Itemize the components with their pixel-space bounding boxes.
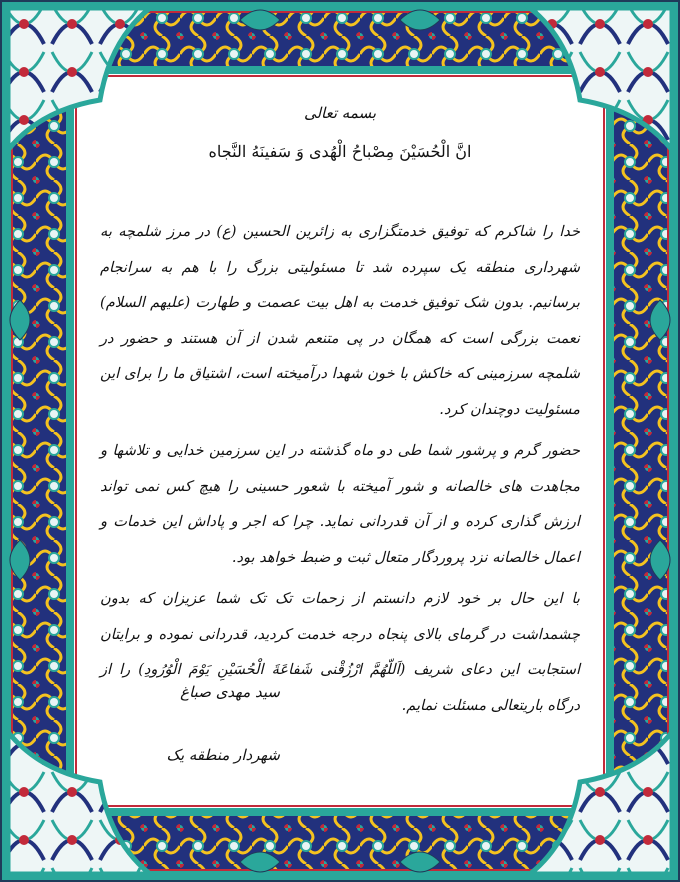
signatory-name: سید مهدی صباغ <box>180 683 280 701</box>
hadith-quote: انَّ الْحُسَیْنَ مِصْباحُ الْهُدی وَ سَفینَهُ النَّجاه <box>208 142 472 161</box>
paragraph: با این حال بر خود لازم دانستم از زحمات تک تک شما عزیزان که بدون چشمداشت در گرمای بالای پنجاه درجه خدمت کردید، قدردانی نموده و برایتان استجابت این دعای شریف (اَللّهُمَّ ارْزُقْنی شَفاعَةَ الْحُسَیْنِ یَوْمَ الْوُرُودِ) را از درگاه باریتعالی مسئلت نمایم. <box>100 590 580 714</box>
bismillah-heading: بسمه تعالی <box>303 104 377 122</box>
letter-body <box>100 214 580 729</box>
letter-content <box>100 96 580 786</box>
signatory-title: شهردار منطقه یک <box>166 746 280 764</box>
paragraph: حضور گرم و پرشور شما طی دو ماه گذشته در این سرزمین خدایی و تلاشها و مجاهدت های خالصانه و شور آمیخته با شعور حسینی را هیچ کس نمی تواند ارزش گذاری کرده و از آن قدردانی نماید. چرا که اجر و پاداش این خدمات و اعمال خالصانه نزد پروردگار متعال ثبت و ضبط خواهد بود. <box>100 442 580 566</box>
paragraph: خدا را شاکرم که توفیق خدمتگزاری به زائرین الحسین (ع) در مرز شلمچه به شهرداری منطقه یک سپرده شد تا مسئولیتی بزرگ را با هم به سرانجام برسانیم. بدون شک توفیق خدمت به اهل بیت عصمت و طهارت (علیهم السلام) نعمت بزرگی است که همگان در پی متنعم شدن از آن هستند و حضور در شلمچه سرزمینی که خاکش با خون شهدا درآمیخته است، اشتیاق ما را برای این مسئولیت دوچندان کرد. <box>100 223 580 418</box>
